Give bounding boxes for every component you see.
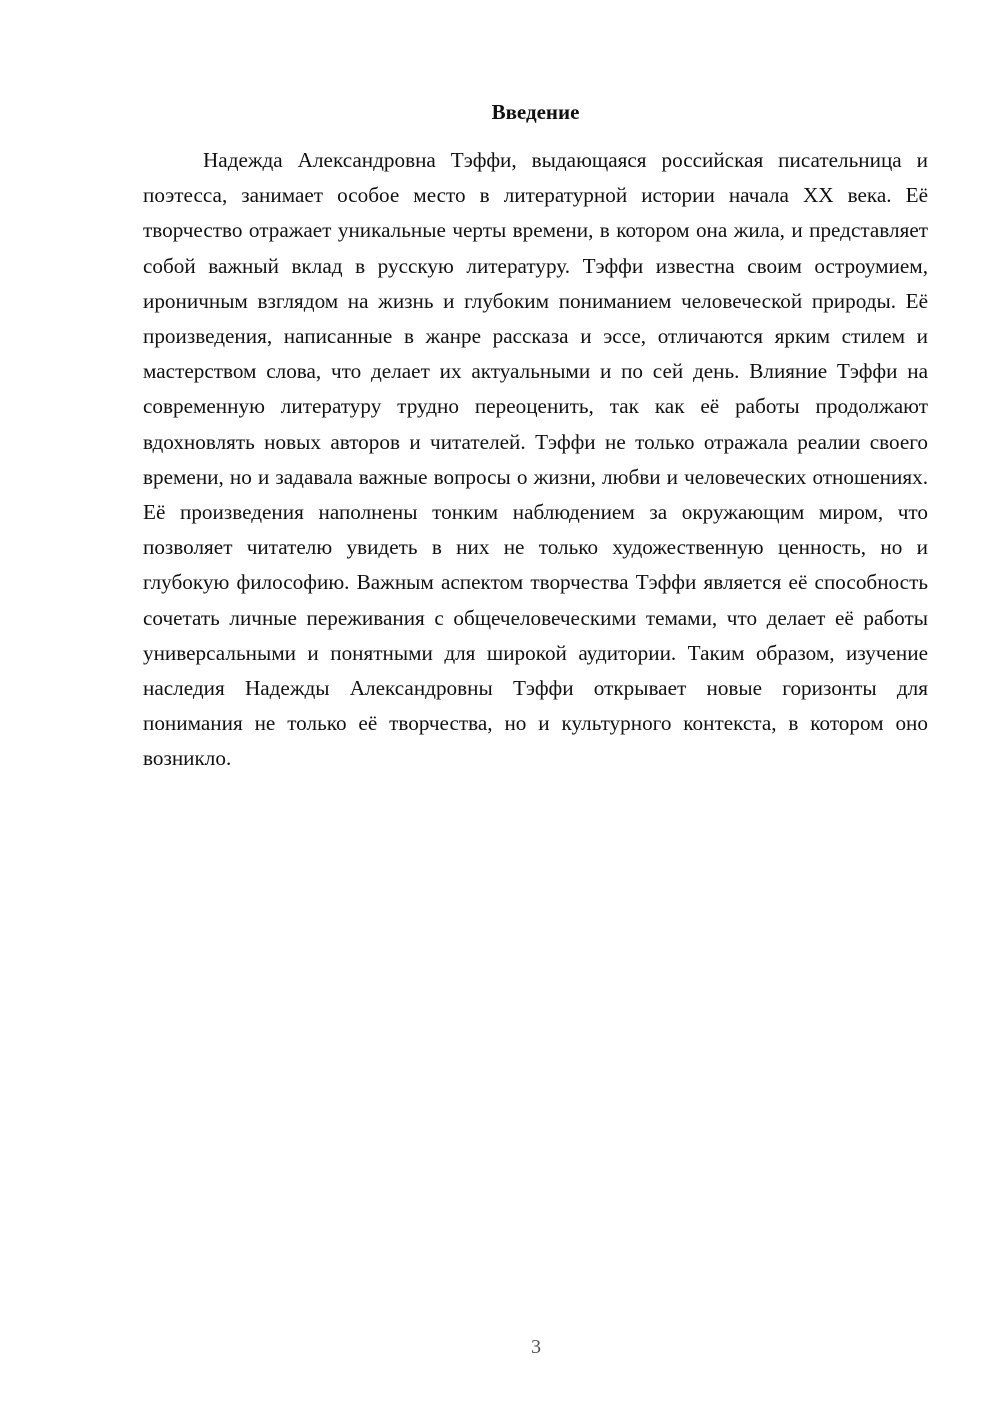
intro-paragraph: Надежда Александровна Тэффи, выдающаяся российская писательница и поэтесса, занимает особое место в литературной истории начала XX века. Её творчество отражает уникальные черты времени, в котором она жила, и представляет собой важный вклад в русскую литературу. Тэффи известна своим остроумием, ироничным взглядом на жизнь и глубоким пониманием человеческой природы. Её произведения, написанные в жанре рассказа и эссе, отличаются ярким стилем и мастерством слова, что делает их актуальными и по сей день. Влияние Тэффи на современную литературу трудно переоценить, так как её работы продолжают вдохновлять новых авторов и читателей. Тэффи не только отражала реалии своего времени, но и задавала важные вопросы о жизни, любви и человеческих отношениях. Её произведения наполнены тонким наблюдением за окружающим миром, что позволяет читателю увидеть в них не только художественную ценность, но и глубокую философию. Важным аспектом творчества Тэффи является её способность сочетать личные переживания с общечеловеческими темами, что делает её работы универсальными и понятными для широкой аудитории. Таким образом, изучение наследия Надежды Александровны Тэффи открывает новые горизонты для понимания не только её творчества, но и культурного контекста, в котором оно возникло. (143, 148, 928, 771)
page-number: 3 (531, 1336, 541, 1358)
section-heading: Введение (491, 100, 580, 124)
